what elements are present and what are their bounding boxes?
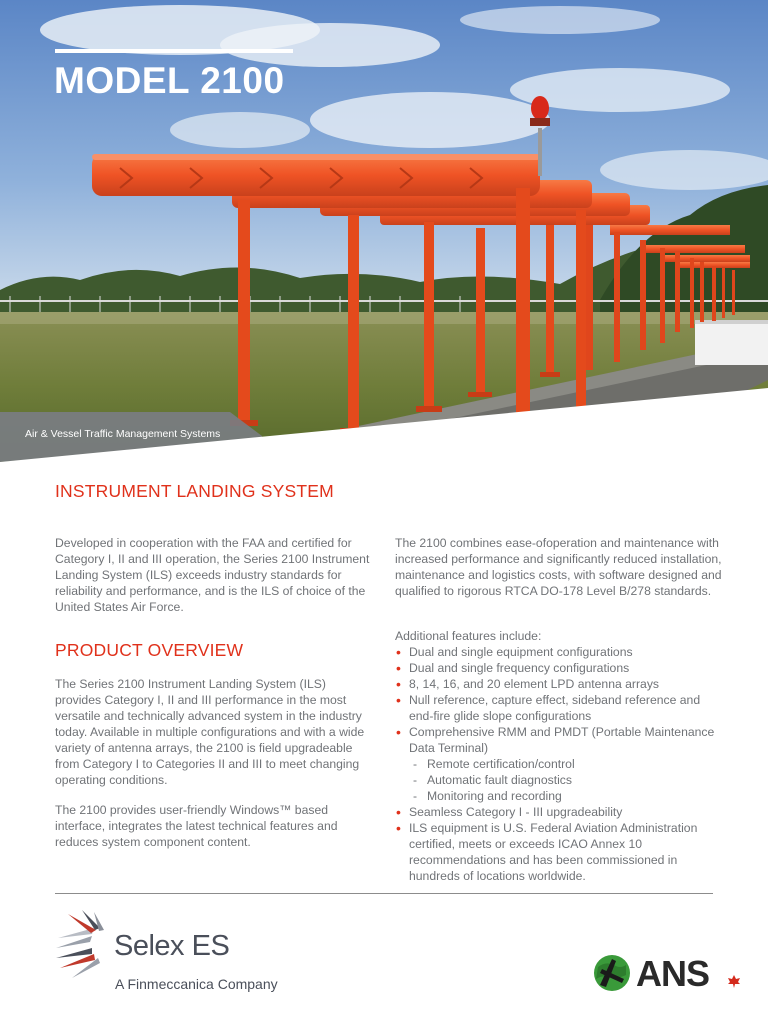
division-caption: Air & Vessel Traffic Management Systems [25,428,221,440]
ans-logo-name: ANS [636,953,710,994]
feature-item: • Dual and single equipment configurations [395,644,725,660]
overview-heading: PRODUCT OVERVIEW [55,640,244,660]
feature-item-text: Comprehensive RMM and PMDT (Portable Maintenance Data Terminal) [409,725,715,755]
feature-item: • Dual and single frequency configurations [395,660,725,676]
feature-item: • ILS equipment is U.S. Federal Aviation Administration certified, meets or exceeds ICAO Annex 10 recommendations and has been commissioned in hundreds of locations worldwide. [395,820,725,884]
title-rule [55,49,293,53]
right-paragraph: The 2100 combines ease-ofoperation and maintenance with increased performance and significantly reduced installation, maintenance and logistics costs, with software designed and qualified to rigorous RTCA DO-178 Level B/278 standards. [395,536,722,598]
page-title: MODEL 2100 [54,60,285,101]
feature-item-pmdt [395,724,725,804]
feature-item: • Seamless Category I - III upgradeability [395,804,725,820]
selex-logo-subtitle: A Finmeccanica Company [115,976,278,992]
hero-photo [0,0,768,462]
feature-item: • 8, 14, 16, and 20 element LPD antenna arrays [395,676,725,692]
overview-paragraph-2: The 2100 provides user-friendly Windows™ based interface, integrates the latest technical features and reduces system component content. [55,803,338,849]
footer-divider [55,893,713,894]
features-intro: Additional features include: [395,629,542,643]
features-list [395,644,725,884]
ils-heading: INSTRUMENT LANDING SYSTEM [55,481,334,501]
overview-paragraph-1: The Series 2100 Instrument Landing System (ILS) provides Category I, II and III performance in the most versatile and technically advanced system in the industry today. Available in multiple configurations and with a wide variety of antenna arrays, the 2100 is field upgradeable from Category I to Categories II and III to meet changing operating conditions. [55,677,365,787]
ils-paragraph: Developed in cooperation with the FAA and certified for Category I, II and III operation, the Series 2100 Instrument Landing System (ILS) exceeds industry standards for reliability and performance, and is the ILS of choice of the United States Air Force. [55,536,370,614]
pmdt-subitem: - Remote certification/control [413,756,725,772]
pmdt-subitem: - Automatic fault diagnostics [413,772,725,788]
pmdt-sublist [409,756,725,804]
selex-logo-name: Selex ES [114,930,230,962]
feature-item: • Null reference, capture effect, sideband reference and end-fire glide slope configurations [395,692,725,724]
pmdt-subitem: - Monitoring and recording [413,788,725,804]
